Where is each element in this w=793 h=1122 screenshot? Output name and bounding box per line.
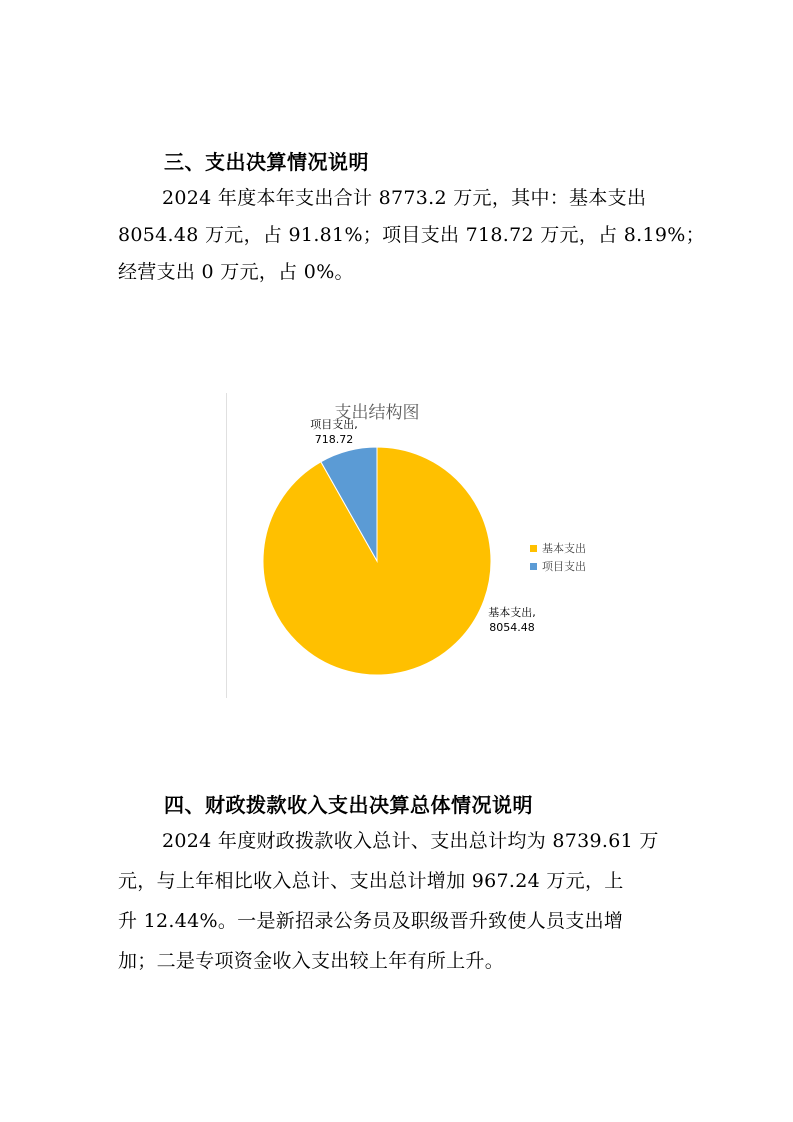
- section4-line-1: 2024 年度财政拨款收入总计、支出总计均为 8739.61 万: [162, 830, 659, 852]
- section4-line-4: 加；二是专项资金收入支出较上年有所上升。: [118, 950, 505, 972]
- legend-label-basic: 基本支出: [542, 542, 586, 555]
- data-label-basic-name: 基本支出,: [488, 606, 536, 619]
- data-label-project-name: 项目支出,: [310, 418, 358, 431]
- section3-heading: 三、支出决算情况说明: [164, 150, 369, 174]
- section4-heading: 四、财政拨款收入支出决算总体情况说明: [164, 793, 533, 817]
- legend-swatch-basic: [530, 545, 537, 552]
- data-label-project-value: 718.72: [314, 433, 354, 446]
- legend-item-project: [530, 557, 586, 575]
- data-label-basic-value: 8054.48: [489, 621, 535, 634]
- data-label-basic: [467, 605, 557, 635]
- chart-title: 支出结构图: [334, 403, 420, 423]
- section3-line-3: 经营支出 0 万元，占 0%。: [118, 261, 354, 283]
- section3-line-2: 8054.48 万元，占 91.81%；项目支出 718.72 万元，占 8.19%；: [118, 224, 705, 246]
- chart-legend: [530, 539, 586, 575]
- legend-label-project: 项目支出: [542, 560, 586, 573]
- section3-line-1: 2024 年度本年支出合计 8773.2 万元，其中：基本支出: [162, 187, 647, 209]
- legend-swatch-project: [530, 563, 537, 570]
- section4-line-2: 元，与上年相比收入总计、支出总计增加 967.24 万元，上: [118, 870, 624, 892]
- legend-item-basic: [530, 539, 586, 557]
- expenditure-pie-chart: [226, 393, 587, 698]
- data-label-project: [289, 417, 379, 447]
- section4-line-3: 升 12.44%。一是新招录公务员及职级晋升致使人员支出增: [118, 910, 624, 932]
